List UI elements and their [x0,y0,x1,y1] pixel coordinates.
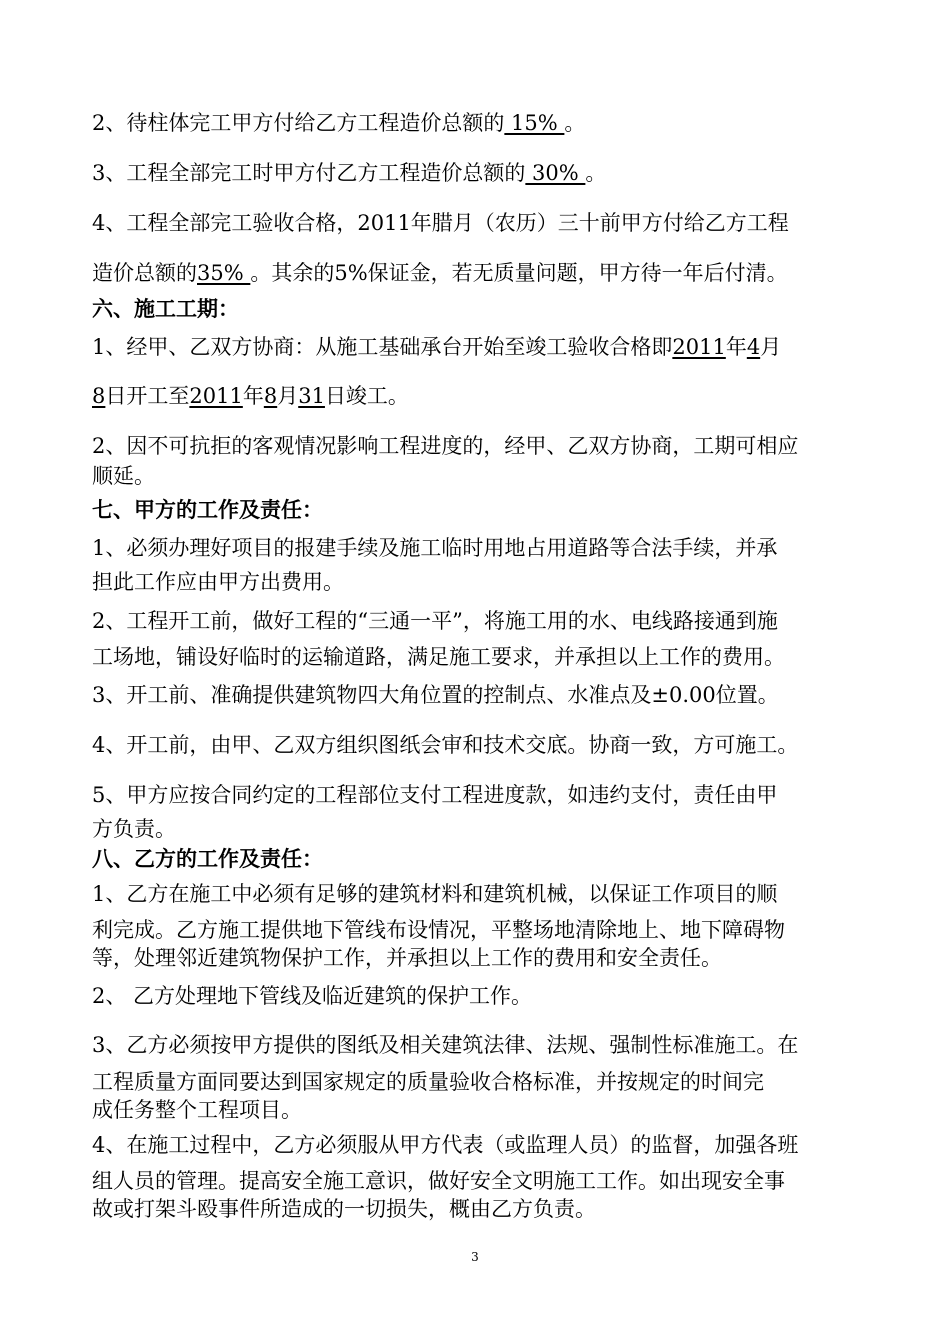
payment-clause-4-line2 [92,260,788,286]
clause-text: 。其余的5%保证金，若无质量问题，甲方待一年后付清。 [250,261,788,285]
party-a-line: 工场地，铺设好临时的运输道路，满足施工要求，并承担以上工作的费用。 [92,645,785,669]
underlined-percent: 35% [197,261,251,285]
schedule-clause-2-line1: 2、因不可抗拒的客观情况影响工程进度的，经甲、乙双方协商，工期可相应 [92,434,799,458]
clause-text: 。 [564,111,586,135]
end-year: 2011 [189,384,243,408]
schedule-clause-1-line2 [92,383,409,409]
party-a-line: 方负责。 [92,817,176,841]
party-a-line: 2、工程开工前，做好工程的“三通一平”，将施工用的水、电线路接通到施 [92,609,778,633]
party-b-line: 2、 乙方处理地下管线及临近建筑的保护工作。 [92,984,533,1008]
schedule-clause-2-line2: 顺延。 [92,464,155,488]
underlined-percent: 15% [504,111,565,135]
clause-text: 1、经甲、乙双方协商：从施工基础承台开始至竣工验收合格即 [92,335,673,359]
party-b-line: 等，处理邻近建筑物保护工作，并承担以上工作的费用和安全责任。 [92,946,722,970]
party-a-line: 4、开工前，由甲、乙双方组织图纸会审和技术交底。协商一致，方可施工。 [92,733,799,757]
party-b-line: 3、乙方必须按甲方提供的图纸及相关建筑法律、法规、强制性标准施工。在 [92,1033,799,1057]
payment-clause-2 [92,110,585,136]
clause-text: 造价总额的 [92,261,197,285]
clause-text: 月 [277,384,299,408]
party-b-line: 成任务整个工程项目。 [92,1098,302,1122]
party-b-line: 1、乙方在施工中必须有足够的建筑材料和建筑机械，以保证工作项目的顺 [92,882,778,906]
page-number: 3 [471,1250,479,1264]
section8-heading: 八、乙方的工作及责任： [92,846,323,871]
clause-text: 月 [760,335,782,359]
payment-clause-4-line1: 4、工程全部完工验收合格，2011年腊月（农历）三十前甲方付给乙方工程 [92,211,789,235]
party-b-line: 利完成。乙方施工提供地下管线布设情况，平整场地清除地上、地下障碍物 [92,918,785,942]
start-year: 2011 [672,335,726,359]
party-a-line: 担此工作应由甲方出费用。 [92,570,344,594]
party-b-line: 组人员的管理。提高安全施工意识，做好安全文明施工工作。如出现安全事 [92,1169,785,1193]
party-a-line: 5、甲方应按合同约定的工程部位支付工程进度款，如违约支付，责任由甲 [92,783,778,807]
start-month: 4 [746,335,761,359]
party-b-line: 4、在施工过程中，乙方必须服从甲方代表（或监理人员）的监督，加强各班 [92,1133,799,1157]
end-month: 8 [263,384,278,408]
section6-heading: 六、施工工期： [92,296,239,321]
clause-text: 2、待柱体完工甲方付给乙方工程造价总额的 [92,111,505,135]
clause-text: 。 [585,161,607,185]
party-b-line: 故或打架斗殴事件所造成的一切损失，概由乙方负责。 [92,1197,596,1221]
underlined-percent: 30% [525,161,586,185]
party-a-line: 1、必须办理好项目的报建手续及施工临时用地占用道路等合法手续，并承 [92,536,778,560]
clause-text: 3、工程全部完工时甲方付乙方工程造价总额的 [92,161,526,185]
start-day: 8 [92,384,106,408]
clause-text: 年 [725,335,747,359]
party-a-line: 3、开工前、准确提供建筑物四大角位置的控制点、水准点及±0.00位置。 [92,683,779,707]
clause-text: 日开工至 [105,384,190,408]
clause-text: 年 [242,384,264,408]
schedule-clause-1-line1 [92,334,781,360]
payment-clause-3 [92,160,606,186]
party-b-line: 工程质量方面同要达到国家规定的质量验收合格标准，并按规定的时间完 [92,1070,764,1094]
clause-text: 日竣工。 [324,384,409,408]
end-day: 31 [298,384,325,408]
section7-heading: 七、甲方的工作及责任： [92,497,323,522]
